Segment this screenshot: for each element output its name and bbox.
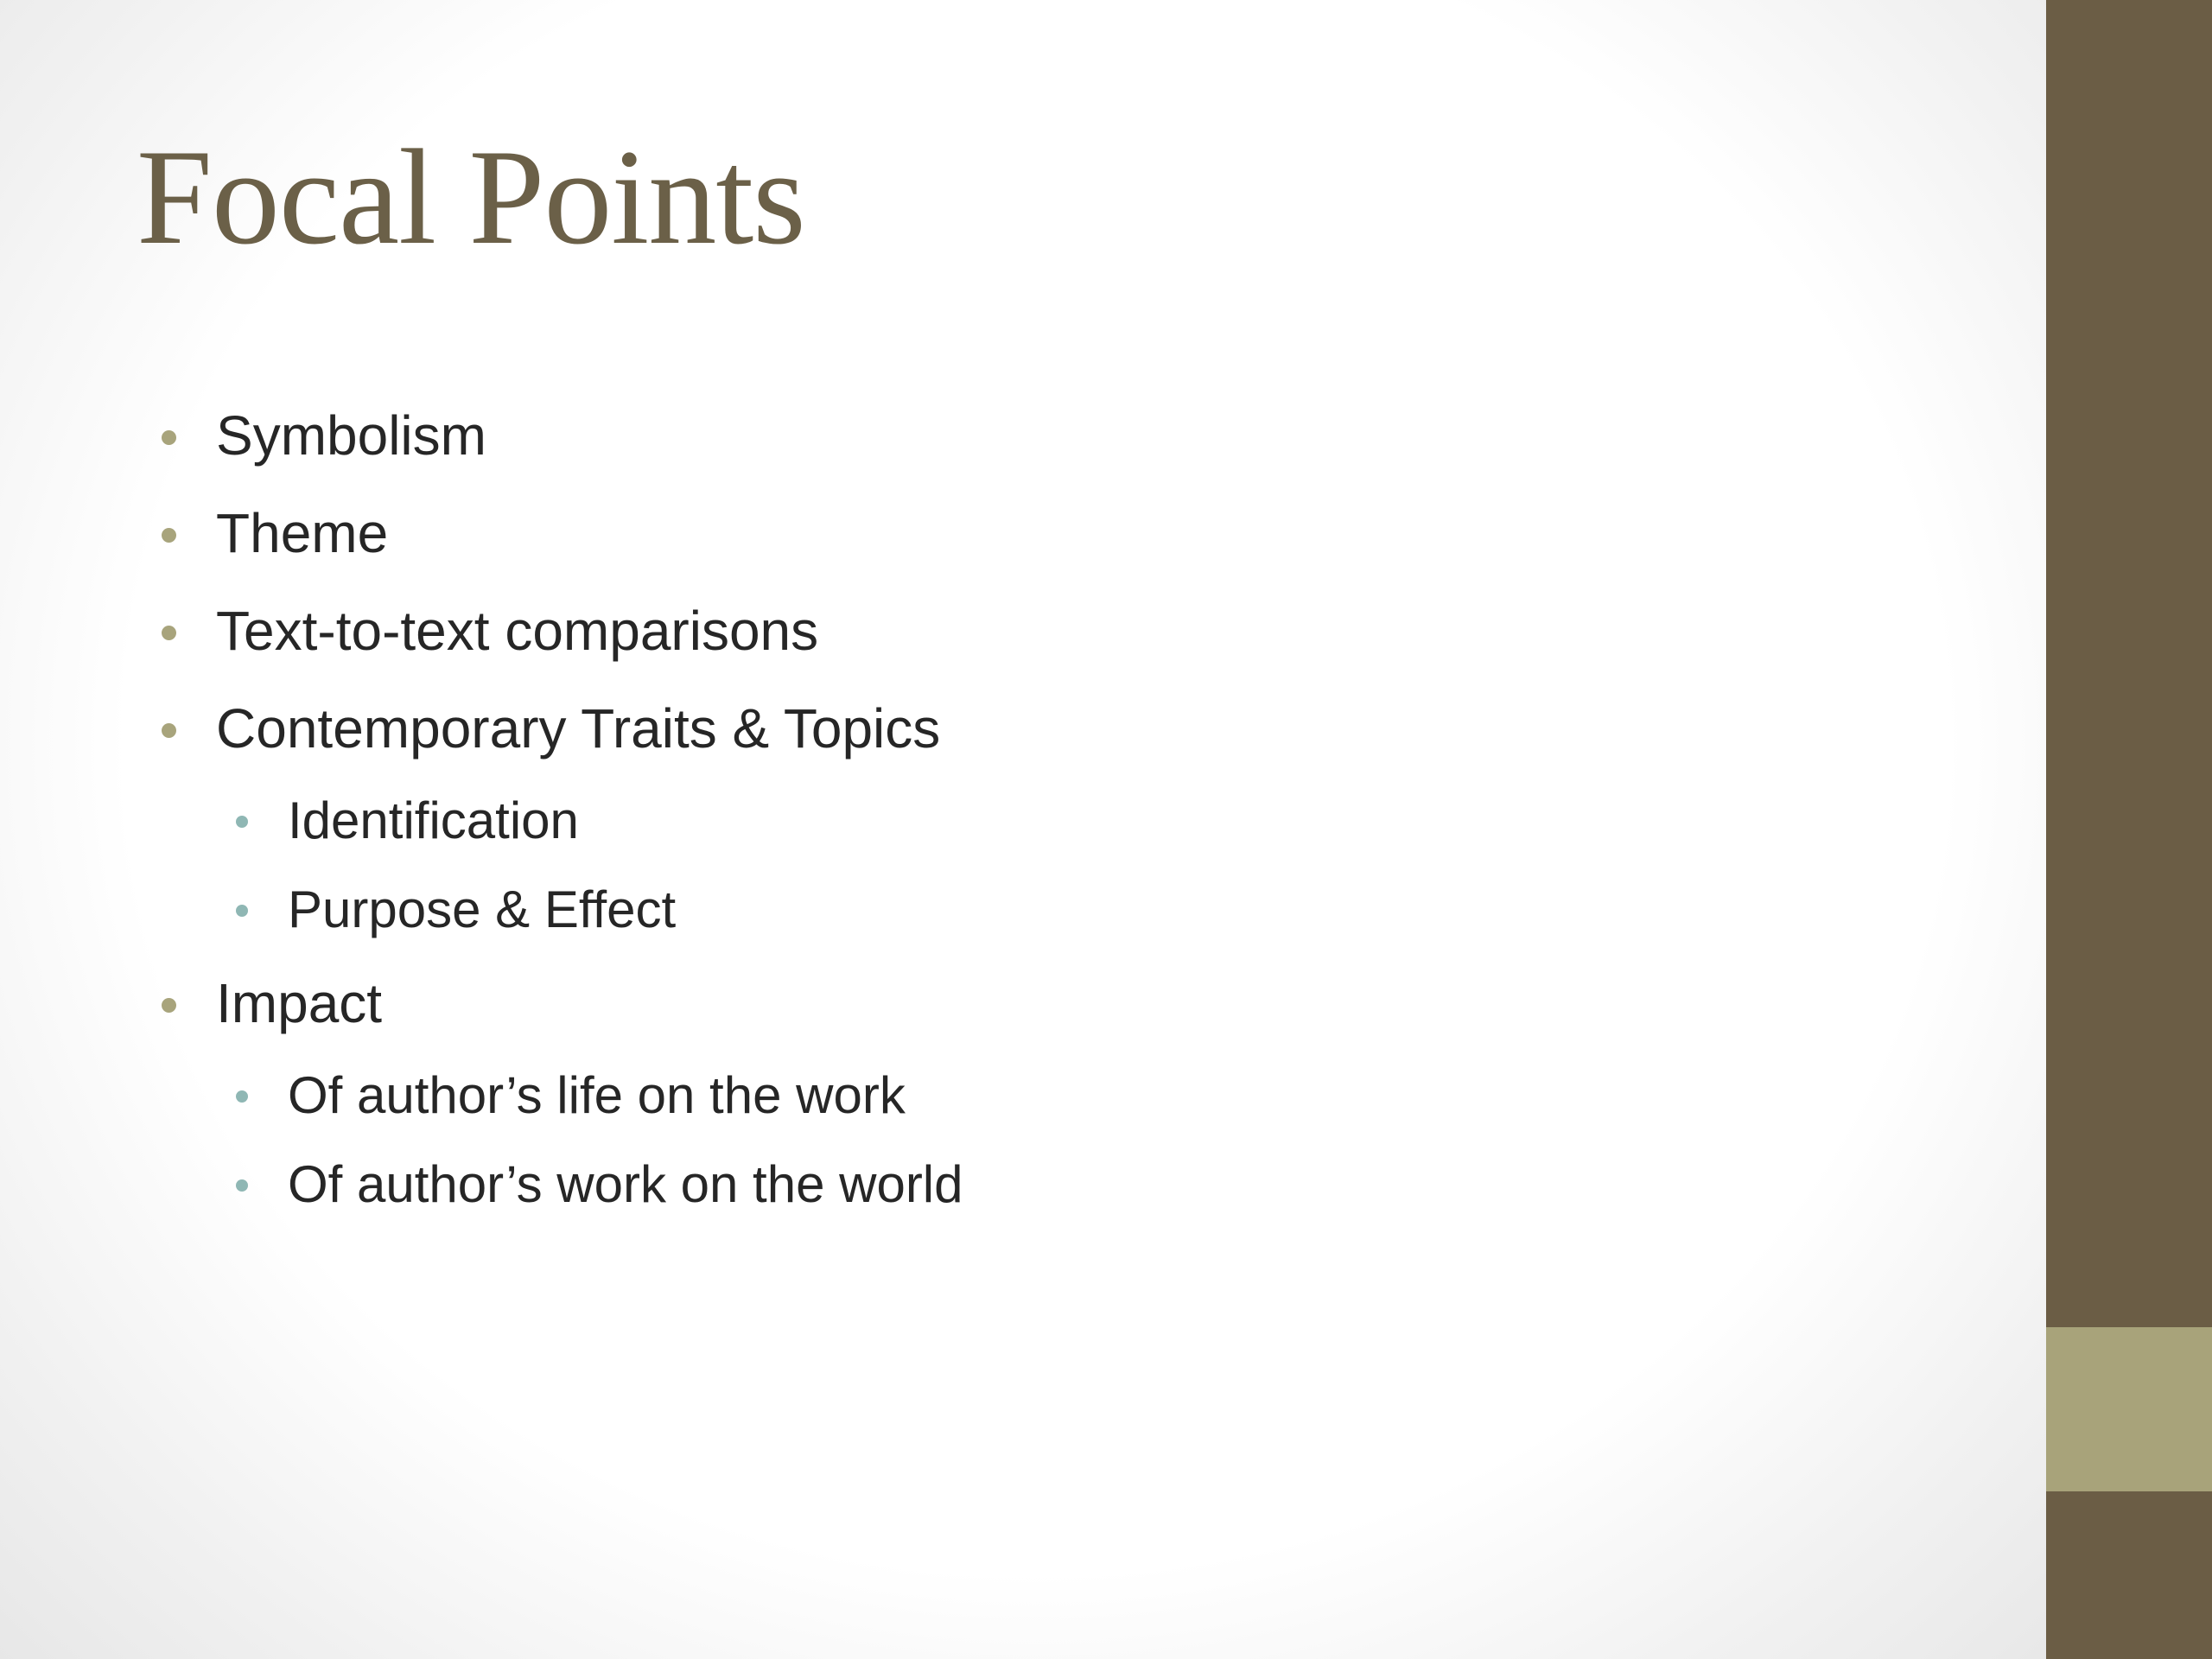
bullet-item-symbolism — [216, 404, 486, 467]
sub-bullet-dot-icon — [236, 1090, 248, 1103]
bullet-text: Contemporary Traits & Topics — [216, 697, 941, 760]
bullet-dot-icon — [162, 430, 176, 445]
sub-bullet-item-author-life — [288, 1066, 906, 1124]
bullet-item-contemporary — [216, 697, 941, 760]
bullet-text: Purpose & Effect — [288, 880, 677, 938]
bullet-item-impact — [216, 972, 383, 1034]
sub-bullet-item-author-work — [288, 1155, 963, 1213]
bullet-dot-icon — [162, 998, 176, 1013]
bullet-text: Of author’s life on the work — [288, 1066, 906, 1124]
slide-title: Focal Points — [137, 122, 805, 273]
sub-bullet-item-identification — [288, 791, 579, 849]
bullet-dot-icon — [162, 626, 176, 640]
bullet-text: Impact — [216, 972, 383, 1034]
side-bar-accent — [2046, 1327, 2212, 1491]
bullet-text: Theme — [216, 502, 389, 564]
bullet-text: Symbolism — [216, 404, 486, 467]
bullet-dot-icon — [162, 528, 176, 543]
bullet-text: Text-to-text comparisons — [216, 600, 819, 662]
bullet-item-theme — [216, 502, 389, 564]
bullet-text: Of author’s work on the world — [288, 1155, 963, 1213]
bullet-dot-icon — [162, 723, 176, 738]
sub-bullet-dot-icon — [236, 1179, 248, 1192]
sub-bullet-item-purpose — [288, 880, 677, 938]
sub-bullet-dot-icon — [236, 905, 248, 917]
bullet-text: Identification — [288, 791, 579, 849]
bullet-item-text-to-text — [216, 600, 819, 662]
sub-bullet-dot-icon — [236, 816, 248, 828]
